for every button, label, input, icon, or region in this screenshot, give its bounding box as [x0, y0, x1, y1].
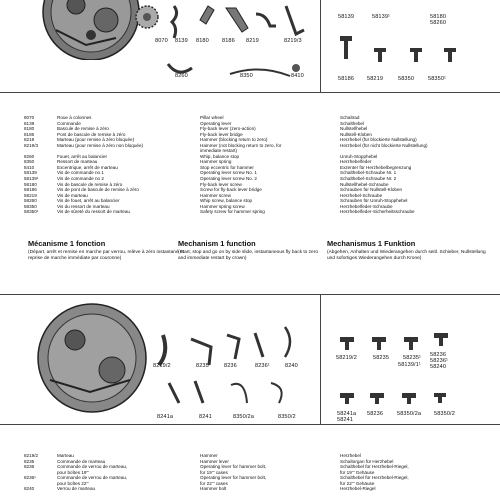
part-description-en: Hammer bolt: [200, 486, 227, 492]
part-description-en: Safety screw for hammer spring: [200, 209, 265, 215]
part-description-en: Pillar wheel: [200, 115, 224, 120]
part-description-de: Schalthebel-Schraube Nr. 2: [340, 176, 397, 182]
part-description-en: Whip screw, balance stop: [200, 198, 253, 204]
part-description-de: Herzhebelfeder-Schraube: [340, 203, 393, 209]
screw-label: 58241: [337, 417, 354, 423]
section-heading-de: Mechanismus 1 Funktion: [327, 239, 416, 248]
english-description-column: [200, 115, 281, 215]
section-heading-en: Mechanism 1 function: [178, 239, 256, 248]
part-description-fr: Ressort de marteau: [57, 159, 98, 165]
part-description-en: Fly-back lever (zero-action): [200, 126, 256, 132]
part-description-en: Fly-back lever screw: [200, 181, 242, 187]
screw-label: 58235: [373, 355, 390, 361]
part-description-de: Schaltorgan für Herzhebel: [340, 458, 394, 464]
part-label: 8219/3: [284, 38, 302, 44]
part-code: 8240: [24, 486, 35, 492]
section-subtitle-de: (Abgehen, Anhalten und Wiederangehen durch seitl. Schieber, Nullstellung und sofortiges Wiederangehen durch Krone): [327, 250, 486, 261]
part-description-fr: Fouet, arrêt au balancier: [57, 153, 108, 159]
part-description-en: Hammer (not blocking return to zero, for: [200, 142, 282, 148]
part-description-fr: Marteau (pour remise à zéro bloquée): [57, 137, 135, 143]
part-description-en: Screw for fly-back lever bridge: [200, 187, 262, 193]
part-label: 8070: [155, 38, 168, 44]
hammer-parts-icon: [155, 325, 305, 415]
part-description-fr: Commande de marteau: [57, 458, 106, 464]
part-description-de: Schrauben für Unruh-Stopphebel: [340, 198, 408, 204]
part-description-en: for 22’’’ cases: [200, 480, 228, 486]
part-description-en: Operating lever screw No. 2: [200, 176, 257, 182]
part-description-en: Hammer (blocking return to zero): [200, 137, 268, 143]
screw-label: 58180: [430, 14, 447, 20]
part-code: 8186: [24, 131, 35, 137]
part-description-en: Whip, balance stop: [200, 153, 240, 159]
part-description-en: immediate restart): [200, 148, 238, 154]
part-label: 8350: [240, 73, 253, 79]
part-description-de: Schalthebel: [340, 120, 365, 126]
section-heading-fr: Mécanisme 1 fonction: [28, 239, 106, 248]
part-description-en: Hammer screw: [200, 192, 231, 198]
part-label: 8410: [291, 73, 304, 79]
part-description-de: Schaltrad: [340, 115, 360, 120]
part-description-de: Nullstellhebel: [340, 126, 368, 132]
part-description-en: Hammer spring screw: [200, 203, 245, 209]
english-description-column: [200, 453, 266, 492]
part-description-de: Herzhebelfeder-Sicherheitsschraube: [340, 209, 415, 215]
part-code: 8235: [24, 458, 35, 464]
part-code: 58350: [24, 203, 37, 209]
divider: [0, 294, 500, 295]
part-description-fr: Verrou de marteau: [57, 486, 96, 492]
part-description-de: Herzhebel-Schraube: [340, 192, 383, 198]
part-description-fr: Vis de sûreté du ressort de marteau: [57, 209, 130, 215]
section-subtitle-fr: (Départ, arrêt et remise en marche par verrou, relève à zéro instantané et reprise de marche immédiate par couronne): [28, 250, 184, 261]
part-description-de: Schrauben für Nullstell-Kloben: [340, 187, 403, 193]
part-description-fr: Pont de bascule de remise à zéro: [57, 131, 126, 137]
top-figure-panel: [10, 0, 316, 92]
screw-label: 58219/2: [336, 355, 357, 361]
part-description-de: Exzenter für Herzhebelbegrenzung: [340, 164, 412, 170]
part-description-fr: Vis de bascule de remise à zéro: [57, 181, 123, 187]
part-description-de: Schalthebel für Herzhebel-Riegel,: [340, 464, 409, 470]
part-description-fr: Marteau (pour remise à zéro non bloquée): [57, 142, 144, 148]
part-description-fr: Vis de commande no 2: [57, 176, 104, 182]
part-description-de: Nullstell-Kloben: [340, 131, 372, 137]
screw-label: 58241a: [337, 411, 357, 417]
part-description-de: Schalthebel für Herzhebel-Riegel,: [340, 475, 409, 481]
section-subtitle-en: (Start, stop and go on by side slide, instantaneous fly back to zero and immediate restart by crown): [178, 250, 318, 261]
part-description-de: für 22’’’ Gehäuse: [340, 480, 375, 486]
part-label: 8139: [175, 38, 188, 44]
screws-top-icon: [330, 0, 500, 90]
german-description-column: [340, 115, 428, 215]
divider: [0, 424, 500, 425]
part-description-fr: Vis de fouet, arrêt au balancier: [57, 198, 120, 204]
part-description-fr: Excentrique, arrêt de marteau: [57, 164, 118, 170]
part-code: 58219: [24, 192, 37, 198]
screw-label: 58240: [430, 364, 447, 370]
pillar-wheel-icon: [134, 4, 160, 30]
part-label: 8219/2: [153, 363, 171, 369]
part-description-fr: Roue à colonnes: [57, 115, 92, 120]
levers-row-icon: [168, 2, 318, 42]
part-code: 8219: [24, 137, 35, 143]
part-description-en: Operating lever screw No. 1: [200, 170, 257, 176]
part-description-fr: Marteau: [57, 453, 74, 458]
screw-label: 58236¹: [430, 358, 449, 364]
part-description-en: Fly-back lever bridge: [200, 131, 243, 137]
screw-label: 58139¹: [372, 14, 391, 20]
part-description-fr: pour boîtes 19’’’: [57, 469, 90, 475]
part-description-de: Schalthebel-Schraube Nr. 1: [340, 170, 397, 176]
part-description-fr: Vis de marteau: [57, 192, 88, 198]
part-label: 8240: [285, 363, 298, 369]
part-description-fr: Vis de commande no 1: [57, 170, 104, 176]
screw-label: 58235¹: [403, 355, 422, 361]
part-label: 8260: [175, 73, 188, 79]
part-code: 58139: [24, 170, 37, 176]
part-description-en: Operating lever for hammer bolt,: [200, 464, 267, 470]
screw-label: 58139/1¹: [398, 362, 421, 368]
part-description-fr: Commande: [57, 120, 81, 126]
part-description-de: Herzhebel: [340, 453, 361, 458]
part-description-fr: pour boîtes 22’’’: [57, 480, 90, 486]
screw-label: 58219: [367, 76, 384, 82]
part-label: 8236¹: [255, 363, 270, 369]
movement-2-icon: [30, 300, 155, 420]
part-code: 8410: [24, 164, 35, 170]
screw-label: 58350/2a: [397, 411, 422, 417]
french-description-column: [57, 453, 127, 492]
part-description-de: für 19’’’ Gehäuse: [340, 469, 375, 475]
part-code: 8350: [24, 159, 35, 165]
part-description-en: Hammer: [200, 453, 218, 458]
part-description-fr: Commande de verrou de marteau,: [57, 464, 128, 470]
part-description-fr: Bascule de remise à zéro: [57, 126, 109, 132]
part-code: 8236: [24, 464, 35, 470]
part-code: 58186: [24, 187, 37, 193]
part-label: 8241: [199, 414, 212, 420]
part-description-en: Operating lever for hammer bolt,: [200, 475, 267, 481]
part-description-de: Herzhebel (für nicht blockierte Nullstellung): [340, 142, 428, 148]
part-code: 8219/2: [24, 453, 39, 458]
screw-label: 58260: [430, 20, 447, 26]
divider: [0, 92, 500, 93]
part-code: 58350¹: [24, 209, 39, 215]
part-description-de: Herzhebelfeder: [340, 159, 372, 165]
screws-bottom-icon: [330, 325, 500, 415]
part-description-de: Nullstellhebel-Schraube: [340, 181, 389, 187]
part-label: 8219: [246, 38, 259, 44]
screw-label: 58236: [430, 352, 447, 358]
screw-label: 58350: [398, 76, 415, 82]
german-description-column: [340, 453, 409, 492]
screw-label: 58139: [338, 14, 355, 20]
part-description-de: Herzhebel-Riegel: [340, 486, 376, 492]
part-code: 8219/3: [24, 142, 39, 148]
french-description-column: [57, 115, 143, 215]
screw-label: 58236: [367, 411, 384, 417]
screw-label: 58350/2: [434, 411, 455, 417]
part-code: 58139¹: [24, 176, 39, 182]
part-code: 8070: [24, 115, 35, 120]
part-label: 8180: [196, 38, 209, 44]
part-label: 8350/2: [278, 414, 296, 420]
part-description-de: Unruh-Stopphebel: [340, 153, 378, 159]
part-code: 58260: [24, 198, 37, 204]
part-description-fr: Vis du ressort de marteau: [57, 203, 110, 209]
part-code-column: [24, 453, 38, 492]
part-label: 8350/2a: [233, 414, 254, 420]
part-code-column: [24, 115, 38, 215]
part-description-en: Hammer lever: [200, 458, 229, 464]
divider: [320, 294, 321, 424]
part-description-de: Herzhebel (für blockierte Nullstellung): [340, 137, 417, 143]
part-label: 8235: [196, 363, 209, 369]
part-label: 8236: [224, 363, 237, 369]
part-description-en: for 19’’’ cases: [200, 469, 228, 475]
part-code: 8260: [24, 153, 35, 159]
part-description-en: Stop eccentric for hammer: [200, 164, 254, 170]
screw-label: 58350¹: [428, 76, 447, 82]
part-code: 8180: [24, 126, 35, 132]
part-code: 58180: [24, 181, 37, 187]
part-description-fr: Commande de verrou de marteau,: [57, 475, 128, 481]
part-description-fr: Vis de pont de bascule de remise à zéro: [57, 187, 139, 193]
divider: [320, 0, 321, 92]
part-code: 8236¹: [24, 475, 36, 481]
screw-label: 58186: [338, 76, 355, 82]
part-description-en: Hammer spring: [200, 159, 232, 165]
part-code: 8139: [24, 120, 35, 126]
part-label: 8241a: [157, 414, 174, 420]
part-label: 8186: [222, 38, 235, 44]
part-description-en: Operating lever: [200, 120, 232, 126]
